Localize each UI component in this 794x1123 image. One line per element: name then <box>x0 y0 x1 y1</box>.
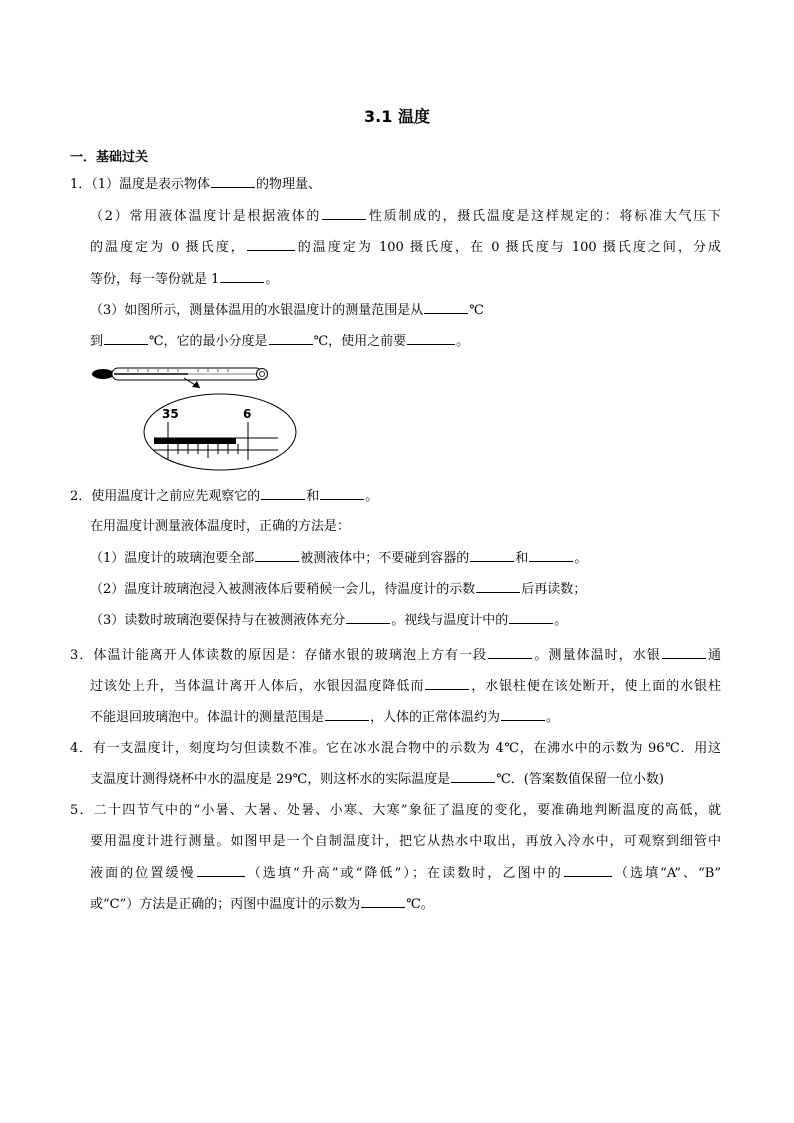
q3-line-1: 3．体温计能离开人体读数的原因是：存储水银的玻璃泡上方有一段 。测量体温时，水银 通 <box>70 648 721 663</box>
answer-blank[interactable] <box>470 549 514 562</box>
answer-blank[interactable] <box>325 708 369 721</box>
answer-blank[interactable] <box>104 332 148 345</box>
clinical-thermometer-icon <box>88 360 308 472</box>
q2-line-3: （1）温度计的玻璃泡要全部 被测液体中；不要碰到容器的 和 。 <box>90 551 588 566</box>
scale-label-6: 6 <box>243 407 252 421</box>
q2-line-2: 在用温度计测量液体温度时，正确的方法是： <box>90 519 351 534</box>
q1-line-6: 到 ℃，它的最小分度是 ℃，使用之前要 。 <box>90 334 470 349</box>
q1-line-1: 1．（1）温度是表示物体 的物理量、 <box>70 177 322 192</box>
answer-blank[interactable] <box>197 864 245 877</box>
q5-line-2: 要用温度计进行测量。如图甲是一个自制温度计，把它从热水中取出，再放入冷水中，可观察到细管中 <box>90 834 721 849</box>
answer-blank[interactable] <box>488 646 532 659</box>
answer-blank[interactable] <box>361 895 405 908</box>
answer-blank[interactable] <box>346 611 390 624</box>
q3-line-2: 过该处上升，当体温计离开人体后，水银因温度降低而 ，水银柱便在该处断开，使上面的水银柱 <box>90 679 721 694</box>
answer-blank[interactable] <box>424 301 468 314</box>
answer-blank[interactable] <box>564 864 612 877</box>
answer-blank[interactable] <box>529 549 573 562</box>
answer-blank[interactable] <box>261 487 305 500</box>
q1-line-4: 等份，每一等份就是 1 。 <box>90 272 279 287</box>
answer-blank[interactable] <box>425 677 469 690</box>
q4-line-1: 4．有一支温度计，刻度均匀但读数不准。它在冰水混合物中的示数为 4℃，在沸水中的示数为 96℃．用这 <box>70 741 721 756</box>
answer-blank[interactable] <box>320 487 364 500</box>
answer-blank[interactable] <box>662 646 706 659</box>
q2-line-5: （3）读数时玻璃泡要保持与在被测液体充分 。视线与温度计中的 。 <box>90 613 568 628</box>
page-title: 3.1 温度 <box>364 107 430 126</box>
q1-line-3: 的温度定为 0 摄氏度， 的温度定为 100 摄氏度，在 0 摄氏度与 100 摄氏度之间，分成 <box>90 240 721 255</box>
answer-blank[interactable] <box>501 708 545 721</box>
q3-line-3: 不能退回玻璃泡中。体温计的测量范围是 ，人体的正常体温约为 。 <box>90 710 560 725</box>
answer-blank[interactable] <box>247 238 295 251</box>
answer-blank[interactable] <box>255 549 299 562</box>
answer-blank[interactable] <box>476 580 520 593</box>
answer-blank[interactable] <box>509 611 553 624</box>
q5-line-1: 5．二十四节气中的“小暑、大暑、处暑、小寒、大寒”象征了温度的变化，要准确地判断温度的高低，就 <box>70 803 721 818</box>
q5-line-4: 或“C”）方法是正确的；丙图中温度计的示数为 ℃。 <box>90 897 434 912</box>
answer-blank[interactable] <box>220 270 264 283</box>
q2-line-4: （2）温度计玻璃泡浸入被测液体后要稍候一会儿，待温度计的示数 后再读数； <box>90 582 587 597</box>
answer-blank[interactable] <box>211 175 255 188</box>
answer-blank[interactable] <box>407 332 455 345</box>
section-heading: 一．基础过关 <box>70 150 149 165</box>
answer-blank[interactable] <box>269 332 313 345</box>
answer-blank[interactable] <box>451 770 495 783</box>
thermometer-figure <box>88 360 308 472</box>
q1-line-5: （3）如图所示，测量体温用的水银温度计的测量范围是从 ℃ <box>90 303 484 318</box>
q2-line-1: 2．使用温度计之前应先观察它的 和 。 <box>70 489 379 504</box>
q5-line-3: 液面的位置缓慢 （选填“升高”或“降低”）；在读数时，乙图中的 （选填“A”、“B” <box>90 866 721 881</box>
q1-line-2: （2）常用液体温度计是根据液体的 性质制成的，摄氏温度是这样规定的：将标准大气压下 <box>90 209 721 224</box>
answer-blank[interactable] <box>322 207 366 220</box>
scale-label-35: 35 <box>162 407 179 421</box>
q4-line-2: 支温度计测得烧杯中水的温度是 29℃，则这杯水的实际温度是 ℃．(答案数值保留一位小数) <box>90 772 664 787</box>
